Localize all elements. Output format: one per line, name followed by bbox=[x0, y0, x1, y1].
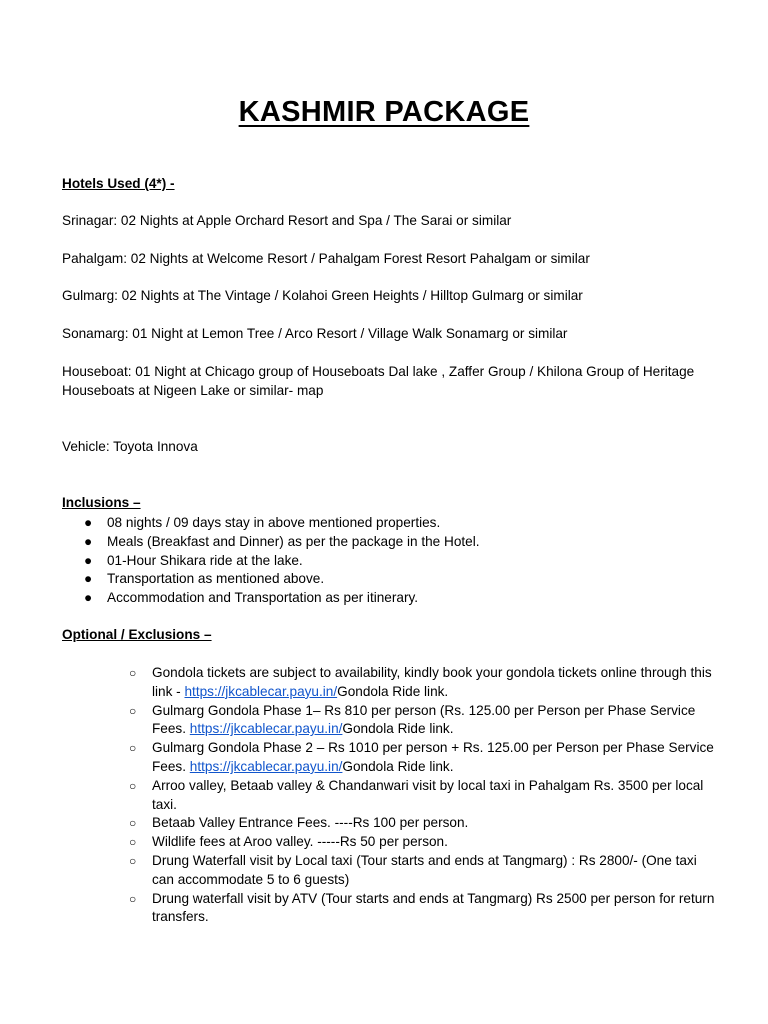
list-item: ○ Arroo valley, Betaab valley & Chandanwari visit by local taxi in Pahalgam Rs. 3500 per local taxi. bbox=[129, 777, 704, 812]
list-item: ● 08 nights / 09 days stay in above mentioned properties. bbox=[62, 514, 480, 533]
hotel-line-houseboat bbox=[62, 363, 694, 401]
list-item: ○ Wildlife fees at Aroo valley. -----Rs 50 per person. bbox=[126, 833, 716, 852]
vehicle-line: Vehicle: Toyota Innova bbox=[62, 439, 198, 454]
list-item: ● 01-Hour Shikara ride at the lake. bbox=[62, 552, 480, 571]
inclusions-list bbox=[62, 514, 480, 608]
gondola-link[interactable]: https://jkcablecar.payu.in/ bbox=[184, 683, 338, 699]
list-item: ○ Gulmarg Gondola Phase 1– Rs 810 per person (Rs. 125.00 per Person per Phase Service Fees. https://jkcablecar.payu.in/Gondola Ride link. bbox=[129, 702, 696, 737]
circle-bullet-icon: ○ bbox=[129, 741, 137, 756]
page-title: KASHMIR PACKAGE bbox=[238, 96, 530, 128]
gondola-phase2-link[interactable]: https://jkcablecar.payu.in/ bbox=[189, 758, 343, 774]
gondola-phase1-link[interactable]: https://jkcablecar.payu.in/ bbox=[189, 721, 343, 737]
bullet-icon: ● bbox=[84, 533, 93, 549]
list-item: ○ Gulmarg Gondola Phase 2 – Rs 1010 per person + Rs. 125.00 per Person per Phase Service Fees. https://jkcablecar.payu.in/Gondola Ride link. bbox=[129, 740, 714, 774]
houseboat-line-2: Houseboats at Nigeen Lake or similar- map bbox=[62, 382, 324, 398]
bullet-icon: ● bbox=[84, 515, 93, 530]
list-item: ● Meals (Breakfast and Dinner) as per the package in the Hotel. bbox=[62, 533, 480, 552]
hotel-line-pahalgam: Pahalgam: 02 Nights at Welcome Resort / Pahalgam Forest Resort Pahalgam or similar bbox=[62, 251, 590, 266]
list-item: ● Accommodation and Transportation as per itinerary. bbox=[62, 589, 480, 608]
bullet-icon: ● bbox=[84, 590, 93, 606]
list-item: ○ Drung waterfall visit by ATV (Tour starts and ends at Tangmarg) Rs 2500 per person for return transfers. bbox=[129, 890, 715, 925]
bullet-icon: ● bbox=[84, 552, 93, 568]
circle-bullet-icon: ○ bbox=[129, 816, 137, 831]
circle-bullet-icon: ○ bbox=[129, 703, 137, 718]
circle-bullet-icon: ○ bbox=[129, 891, 137, 906]
houseboat-line-1: Houseboat: 01 Night at Chicago group of Houseboats Dal lake , Zaffer Group / Khilona Group of Heritage bbox=[62, 364, 695, 379]
circle-bullet-icon: ○ bbox=[129, 835, 137, 850]
hotel-line-gulmarg: Gulmarg: 02 Nights at The Vintage / Kolahoi Green Heights / Hilltop Gulmarg or similar bbox=[62, 288, 583, 303]
optional-list bbox=[126, 664, 716, 927]
circle-bullet-icon: ○ bbox=[129, 666, 137, 680]
inclusions-heading: Inclusions – bbox=[62, 495, 141, 510]
circle-bullet-icon: ○ bbox=[129, 778, 137, 793]
hotels-heading: Hotels Used (4*) - bbox=[62, 176, 175, 191]
list-item: ○ Drung Waterfall visit by Local taxi (Tour starts and ends at Tangmarg) : Rs 2800/- (One taxi can accommodate 5 to 6 guests) bbox=[129, 852, 697, 887]
circle-bullet-icon: ○ bbox=[129, 853, 137, 868]
optional-heading: Optional / Exclusions – bbox=[62, 627, 212, 642]
bullet-icon: ● bbox=[84, 571, 93, 587]
hotel-line-srinagar: Srinagar: 02 Nights at Apple Orchard Resort and Spa / The Sarai or similar bbox=[62, 213, 512, 228]
hotel-line-sonamarg: Sonamarg: 01 Night at Lemon Tree / Arco Resort / Village Walk Sonamarg or similar bbox=[62, 326, 568, 341]
list-item: ● Transportation as mentioned above. bbox=[62, 570, 480, 589]
list-item: ○ Betaab Valley Entrance Fees. ----Rs 100 per person. bbox=[126, 814, 716, 833]
list-item: ○ Gondola tickets are subject to availability, kindly book your gondola tickets online through this link - https://jkcablecar.payu.in/Gondola Ride link. bbox=[129, 665, 712, 699]
